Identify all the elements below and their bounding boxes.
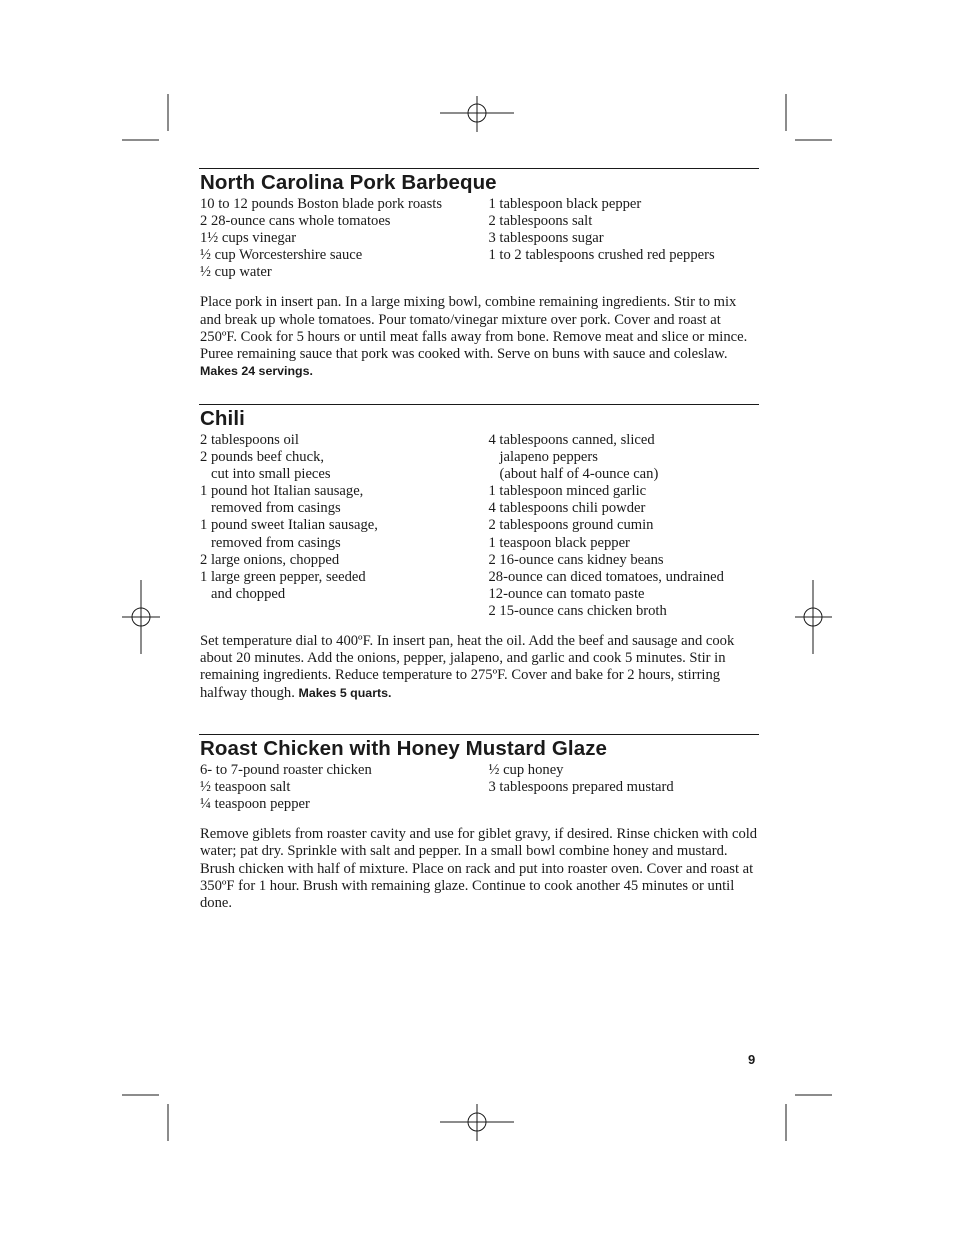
ingredient-item: 2 16-ounce cans kidney beans <box>488 551 664 568</box>
recipe-method <box>200 826 760 912</box>
ingredient-item: 2 tablespoons ground cumin <box>488 517 654 534</box>
ingredient-item: ½ teaspoon salt <box>200 779 291 796</box>
ingredient-item: (about half of 4-ounce can) <box>499 466 659 483</box>
ingredient-item: removed from casings <box>211 500 341 517</box>
registration-mark-bottom <box>440 1104 514 1141</box>
ingredient-item: 4 tablespoons canned, sliced <box>488 432 655 448</box>
registration-mark-top <box>440 96 514 132</box>
ingredients-left-column <box>199 196 487 281</box>
recipe-title: North Carolina Pork Barbeque <box>200 171 497 194</box>
ingredient-item: 10 to 12 pounds Boston blade pork roasts <box>200 196 443 212</box>
ingredient-item: 1 pound sweet Italian sausage, <box>200 517 378 534</box>
ingredients-right-column <box>487 196 759 281</box>
ingredient-item: 2 28-ounce cans whole tomatoes <box>200 213 391 230</box>
ingredient-item: 1 tablespoon minced garlic <box>488 483 647 500</box>
ingredient-item: 1½ cups vinegar <box>200 230 297 247</box>
ingredients-left-column <box>199 762 487 813</box>
registration-mark-left <box>122 580 160 654</box>
recipe-roast-chicken <box>199 734 759 912</box>
section-rule <box>199 734 759 735</box>
ingredient-item: 1 to 2 tablespoons crushed red peppers <box>488 247 715 264</box>
ingredient-item: ¼ teaspoon pepper <box>200 796 310 813</box>
ingredient-item: 2 pounds beef chuck, <box>200 449 325 466</box>
ingredient-item: 2 large onions, chopped <box>200 551 340 568</box>
ingredient-item: 3 tablespoons sugar <box>488 230 604 247</box>
ingredient-item: 3 tablespoons prepared mustard <box>488 779 674 796</box>
recipe-method <box>200 633 760 702</box>
recipe-north-carolina-pork-barbeque <box>199 168 759 380</box>
ingredient-list <box>199 196 759 281</box>
ingredient-item: 2 15-ounce cans chicken broth <box>488 602 667 619</box>
ingredient-item: removed from casings <box>211 534 341 551</box>
method-text: Remove giblets from roaster cavity and use for giblet gravy, if desired. Rinse chicken with cold water; pat dry. Sprinkle with salt and pepper. In a small bowl combine honey and mustard. Brush chicken with half of mixture. Place on rack and put into roaster oven. Cover and roast at 350ºF for 1 hour. Brush with remaining glaze. Continue to cook another 45 minutes or until done. <box>200 826 758 912</box>
ingredient-item: 1 tablespoon black pepper <box>488 196 642 212</box>
recipe-method <box>200 294 760 380</box>
ingredient-item: 4 tablespoons chili powder <box>488 500 646 517</box>
ingredients-left-column <box>199 432 487 620</box>
ingredient-item: cut into small pieces <box>211 466 331 483</box>
ingredient-item: 12-ounce can tomato paste <box>488 585 645 602</box>
ingredient-list <box>199 432 759 620</box>
ingredients-right-column <box>487 432 759 620</box>
ingredient-item: 6- to 7-pound roaster chicken <box>200 762 372 778</box>
ingredient-list <box>199 762 759 813</box>
registration-mark-right <box>795 580 832 654</box>
section-rule <box>199 404 759 405</box>
ingredient-item: and chopped <box>211 585 286 602</box>
method-text: Set temperature dial to 400ºF. In insert pan, heat the oil. Add the beef and sausage and cook about 20 minutes. Add the onions, pepper, jalapeno, and garlic and cook 5 minutes. Stir in remaining ingredients. Reduce temperature to 275ºF. Cover and bake for 2 hours, stirring halfway though. <box>200 633 735 701</box>
ingredients-right-column <box>487 762 759 813</box>
ingredient-item: 1 teaspoon black pepper <box>488 534 630 551</box>
ingredient-item: ½ cup honey <box>488 762 564 778</box>
ingredient-item: 2 tablespoons salt <box>488 213 593 230</box>
recipe-title: Roast Chicken with Honey Mustard Glaze <box>200 737 608 760</box>
ingredient-item: ½ cup Worcestershire sauce <box>200 247 363 264</box>
ingredient-item: 28-ounce can diced tomatoes, undrained <box>488 568 724 585</box>
ingredient-item: 1 pound hot Italian sausage, <box>200 483 364 500</box>
section-rule <box>199 168 759 169</box>
ingredient-item: ½ cup water <box>200 264 272 281</box>
recipe-chili <box>199 404 759 702</box>
ingredient-item: jalapeno peppers <box>499 449 598 466</box>
method-text: Place pork in insert pan. In a large mixing bowl, combine remaining ingredients. Stir to mix and break up whole tomatoes. Pour tomato/vinegar mixture over pork. Cover and roast at 250ºF. Cook for 5 hours or until meat falls away from bone. Remove meat and slice or mince. Puree remaining sauce that pork was cooked with. Serve on buns with sauce and coleslaw. <box>200 294 748 363</box>
recipe-yield: Makes 5 quarts. <box>298 685 392 700</box>
recipe-title: Chili <box>200 407 245 430</box>
page-number: 9 <box>748 1052 756 1067</box>
ingredient-item: 2 tablespoons oil <box>200 432 299 448</box>
ingredient-item: 1 large green pepper, seeded <box>200 568 366 585</box>
recipe-yield: Makes 24 servings. <box>200 364 313 379</box>
